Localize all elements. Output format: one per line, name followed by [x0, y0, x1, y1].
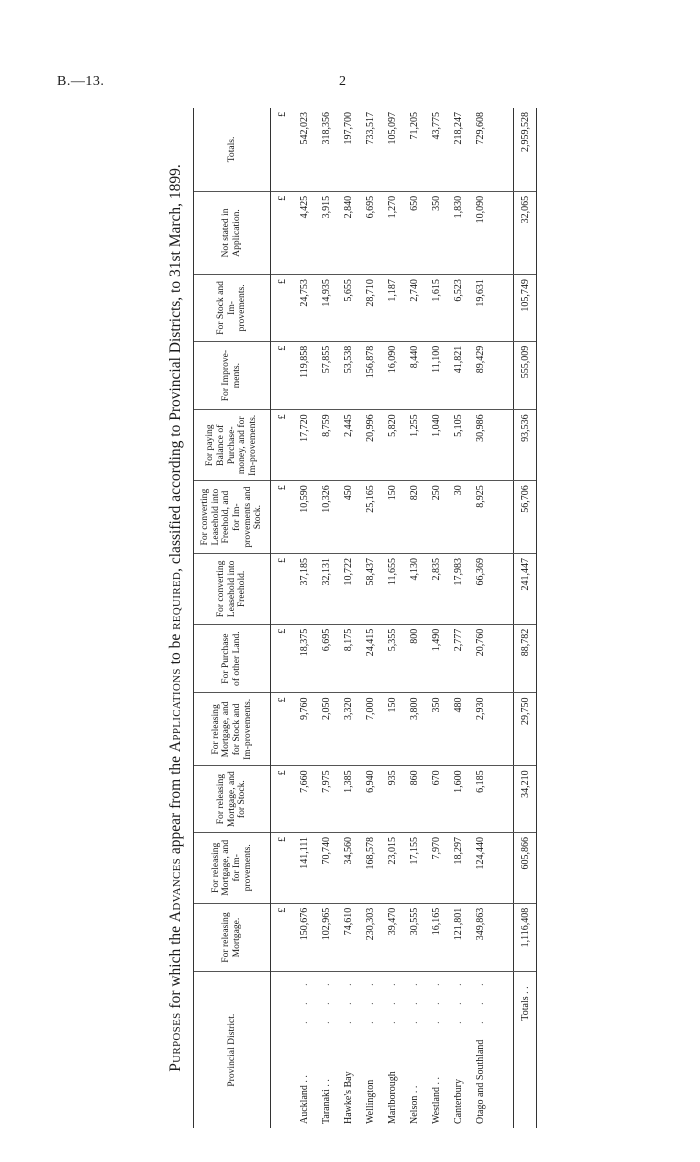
- value-cell: 733,517: [359, 108, 381, 191]
- district-name: Westland . .: [430, 1077, 442, 1124]
- column-header: Totals.: [194, 108, 271, 191]
- unit-symbol: £: [271, 108, 294, 191]
- totals-value: 93,536: [514, 410, 537, 481]
- value-cell: 7,660: [293, 766, 315, 833]
- leader-dots: . . .: [320, 976, 332, 1024]
- value-cell: 230,303: [359, 903, 381, 972]
- spacer-cell: [491, 972, 514, 1128]
- value-cell: 150: [381, 693, 403, 766]
- totals-value: 555,009: [514, 341, 537, 410]
- district-name: Otago and Southland: [474, 1039, 486, 1124]
- column-header: For Improve-ments.: [194, 341, 271, 410]
- spacer-cell: [491, 108, 514, 191]
- value-cell: 480: [447, 693, 469, 766]
- title-word-applications: Applications: [167, 668, 184, 753]
- value-cell: 16,090: [381, 341, 403, 410]
- value-cell: 542,023: [293, 108, 315, 191]
- value-cell: 197,700: [337, 108, 359, 191]
- value-cell: 2,777: [447, 624, 469, 693]
- value-cell: 9,760: [293, 693, 315, 766]
- leader-dots: . . .: [474, 976, 486, 1024]
- spacer-cell: [491, 191, 514, 274]
- value-cell: 8,440: [403, 341, 425, 410]
- unit-symbol: £: [271, 410, 294, 481]
- value-cell: 30,986: [469, 410, 491, 481]
- value-cell: 350: [425, 191, 447, 274]
- title-word-advances: Advances: [167, 857, 184, 923]
- value-cell: 70,740: [315, 832, 337, 903]
- value-cell: 935: [381, 766, 403, 833]
- district-name: Auckland . .: [298, 1075, 310, 1124]
- leader-dots: . . .: [364, 976, 376, 1024]
- table-row: [315, 108, 337, 1128]
- leader-dots: . . .: [298, 976, 310, 1024]
- value-cell: 14,935: [315, 275, 337, 342]
- value-cell: 8,925: [469, 481, 491, 554]
- value-cell: 156,878: [359, 341, 381, 410]
- value-cell: 3,915: [315, 191, 337, 274]
- totals-value: 88,782: [514, 624, 537, 693]
- spacer-cell: [491, 554, 514, 625]
- spacer-cell: [491, 410, 514, 481]
- totals-row: [514, 108, 537, 1128]
- value-cell: 10,722: [337, 554, 359, 625]
- value-cell: 25,165: [359, 481, 381, 554]
- value-cell: 20,996: [359, 410, 381, 481]
- value-cell: 58,437: [359, 554, 381, 625]
- column-header: For releasing Mortgage, and for Stock.: [194, 766, 271, 833]
- advances-table: [193, 108, 537, 1128]
- totals-value: 32,065: [514, 191, 537, 274]
- value-cell: 24,753: [293, 275, 315, 342]
- table-row: [425, 108, 447, 1128]
- value-cell: 10,090: [469, 191, 491, 274]
- value-cell: 3,320: [337, 693, 359, 766]
- title-part: to be: [167, 629, 184, 669]
- unit-symbol: £: [271, 554, 294, 625]
- value-cell: 6,523: [447, 275, 469, 342]
- page-number: 2: [339, 74, 346, 89]
- leader-dots: . . .: [430, 976, 442, 1024]
- table-row: [469, 108, 491, 1128]
- unit-symbol: £: [271, 832, 294, 903]
- value-cell: 6,185: [469, 766, 491, 833]
- value-cell: 17,983: [447, 554, 469, 625]
- district-name: Nelson . .: [408, 1085, 420, 1124]
- table-row: [293, 108, 315, 1128]
- table-row: [403, 108, 425, 1128]
- unit-symbol: £: [271, 766, 294, 833]
- spacer-cell: [491, 766, 514, 833]
- value-cell: 1,385: [337, 766, 359, 833]
- value-cell: 23,015: [381, 832, 403, 903]
- value-cell: 1,830: [447, 191, 469, 274]
- value-cell: 17,720: [293, 410, 315, 481]
- rotated-table-block: [165, 108, 533, 1128]
- unit-symbol: £: [271, 903, 294, 972]
- unit-symbol: £: [271, 481, 294, 554]
- value-cell: 1,255: [403, 410, 425, 481]
- district-cell: [293, 972, 315, 1128]
- title-word-required: required: [167, 571, 184, 630]
- value-cell: 7,970: [425, 832, 447, 903]
- value-cell: 18,297: [447, 832, 469, 903]
- value-cell: 860: [403, 766, 425, 833]
- title-part: appear from the: [167, 752, 184, 858]
- value-cell: 102,965: [315, 903, 337, 972]
- value-cell: 2,840: [337, 191, 359, 274]
- value-cell: 20,760: [469, 624, 491, 693]
- value-cell: 6,695: [315, 624, 337, 693]
- title-word-purposes: Purposes: [167, 1012, 184, 1072]
- value-cell: 53,538: [337, 341, 359, 410]
- value-cell: 1,187: [381, 275, 403, 342]
- column-header: Provincial District.: [194, 972, 271, 1128]
- value-cell: 2,445: [337, 410, 359, 481]
- value-cell: 6,940: [359, 766, 381, 833]
- totals-value: 2,959,528: [514, 108, 537, 191]
- table-row: [381, 108, 403, 1128]
- spacer-cell: [491, 832, 514, 903]
- district-name: Taranaki . .: [320, 1079, 332, 1124]
- units-row: [271, 108, 294, 1128]
- units-spacer: [271, 972, 294, 1128]
- value-cell: 1,270: [381, 191, 403, 274]
- page-reference: B.—13.: [57, 74, 105, 89]
- district-cell: [425, 972, 447, 1128]
- value-cell: 3,800: [403, 693, 425, 766]
- district-name: Marlborough: [386, 1071, 398, 1124]
- table-row: [359, 108, 381, 1128]
- value-cell: 349,863: [469, 903, 491, 972]
- value-cell: 1,040: [425, 410, 447, 481]
- district-name: Wellington: [364, 1079, 376, 1124]
- totals-value: 105,749: [514, 275, 537, 342]
- value-cell: 11,100: [425, 341, 447, 410]
- value-cell: 6,695: [359, 191, 381, 274]
- value-cell: 71,205: [403, 108, 425, 191]
- value-cell: 28,710: [359, 275, 381, 342]
- value-cell: 17,155: [403, 832, 425, 903]
- column-header: For converting Leasehold into Freehold.: [194, 554, 271, 625]
- spacer-cell: [491, 341, 514, 410]
- value-cell: 57,855: [315, 341, 337, 410]
- value-cell: 18,375: [293, 624, 315, 693]
- value-cell: 1,490: [425, 624, 447, 693]
- leader-dots: . . .: [342, 976, 354, 1024]
- table-row: [447, 108, 469, 1128]
- value-cell: 24,415: [359, 624, 381, 693]
- value-cell: 10,590: [293, 481, 315, 554]
- value-cell: 670: [425, 766, 447, 833]
- value-cell: 450: [337, 481, 359, 554]
- totals-value: 1,116,408: [514, 903, 537, 972]
- value-cell: 66,369: [469, 554, 491, 625]
- district-cell: [381, 972, 403, 1128]
- column-header: For Purchase of other Land.: [194, 624, 271, 693]
- table-row: [337, 108, 359, 1128]
- column-header: For paying Balance of Purchase-money, and for Im-provements.: [194, 410, 271, 481]
- value-cell: 168,578: [359, 832, 381, 903]
- value-cell: 39,470: [381, 903, 403, 972]
- value-cell: 5,355: [381, 624, 403, 693]
- value-cell: 2,050: [315, 693, 337, 766]
- table-body: [271, 108, 537, 1128]
- district-cell: [337, 972, 359, 1128]
- district-cell: [447, 972, 469, 1128]
- value-cell: 43,775: [425, 108, 447, 191]
- unit-symbol: £: [271, 191, 294, 274]
- value-cell: 5,105: [447, 410, 469, 481]
- title-part: for which the: [167, 922, 184, 1013]
- totals-value: 605,866: [514, 832, 537, 903]
- value-cell: 318,356: [315, 108, 337, 191]
- district-name: Canterbury: [452, 1079, 464, 1124]
- district-cell: [469, 972, 491, 1128]
- value-cell: 19,631: [469, 275, 491, 342]
- column-header: For converting Leasehold into Freehold, and for Im-provements and Stock.: [194, 481, 271, 554]
- leader-dots: . . .: [452, 976, 464, 1024]
- value-cell: 218,247: [447, 108, 469, 191]
- totals-value: 29,750: [514, 693, 537, 766]
- spacer-cell: [491, 481, 514, 554]
- value-cell: 350: [425, 693, 447, 766]
- value-cell: 650: [403, 191, 425, 274]
- value-cell: 10,326: [315, 481, 337, 554]
- totals-label: Totals . .: [514, 972, 537, 1128]
- value-cell: 34,560: [337, 832, 359, 903]
- unit-symbol: £: [271, 624, 294, 693]
- leader-dots: . . .: [386, 976, 398, 1024]
- district-name: Hawke's Bay: [342, 1071, 354, 1124]
- title-part: , classified according to Provincial Districts, to 31st March, 1899.: [167, 164, 184, 572]
- column-header: For releasing Mortgage, and for Im-provements.: [194, 832, 271, 903]
- totals-value: 56,706: [514, 481, 537, 554]
- value-cell: 105,097: [381, 108, 403, 191]
- district-cell: [359, 972, 381, 1128]
- value-cell: 16,165: [425, 903, 447, 972]
- leader-dots: . . .: [408, 976, 420, 1024]
- unit-symbol: £: [271, 275, 294, 342]
- value-cell: 150,676: [293, 903, 315, 972]
- value-cell: 1,600: [447, 766, 469, 833]
- value-cell: 1,615: [425, 275, 447, 342]
- value-cell: 4,425: [293, 191, 315, 274]
- value-cell: 729,608: [469, 108, 491, 191]
- district-cell: [315, 972, 337, 1128]
- value-cell: 4,130: [403, 554, 425, 625]
- value-cell: 32,131: [315, 554, 337, 625]
- value-cell: 7,000: [359, 693, 381, 766]
- totals-value: 241,447: [514, 554, 537, 625]
- column-header: For Stock and Im-provements.: [194, 275, 271, 342]
- value-cell: 7,975: [315, 766, 337, 833]
- value-cell: 250: [425, 481, 447, 554]
- value-cell: 74,610: [337, 903, 359, 972]
- value-cell: 2,930: [469, 693, 491, 766]
- value-cell: 30: [447, 481, 469, 554]
- value-cell: 119,858: [293, 341, 315, 410]
- spacer-row: [491, 108, 514, 1128]
- value-cell: 11,655: [381, 554, 403, 625]
- value-cell: 2,835: [425, 554, 447, 625]
- value-cell: 800: [403, 624, 425, 693]
- value-cell: 8,175: [337, 624, 359, 693]
- value-cell: 124,440: [469, 832, 491, 903]
- value-cell: 41,821: [447, 341, 469, 410]
- table-header-row: [194, 108, 271, 1128]
- unit-symbol: £: [271, 341, 294, 410]
- value-cell: 121,801: [447, 903, 469, 972]
- value-cell: 37,185: [293, 554, 315, 625]
- value-cell: 820: [403, 481, 425, 554]
- value-cell: 141,111: [293, 832, 315, 903]
- value-cell: 5,655: [337, 275, 359, 342]
- spacer-cell: [491, 903, 514, 972]
- district-cell: [403, 972, 425, 1128]
- value-cell: 30,555: [403, 903, 425, 972]
- value-cell: 5,820: [381, 410, 403, 481]
- unit-symbol: £: [271, 693, 294, 766]
- value-cell: 150: [381, 481, 403, 554]
- table-title: [165, 108, 187, 1128]
- spacer-cell: [491, 693, 514, 766]
- column-header: For releasing Mortgage, and for Stock and Im-provements.: [194, 693, 271, 766]
- column-header: Not stated in Application.: [194, 191, 271, 274]
- spacer-cell: [491, 624, 514, 693]
- column-header: For releasing Mortgage.: [194, 903, 271, 972]
- value-cell: 2,740: [403, 275, 425, 342]
- spacer-cell: [491, 275, 514, 342]
- value-cell: 8,759: [315, 410, 337, 481]
- value-cell: 89,429: [469, 341, 491, 410]
- totals-value: 34,210: [514, 766, 537, 833]
